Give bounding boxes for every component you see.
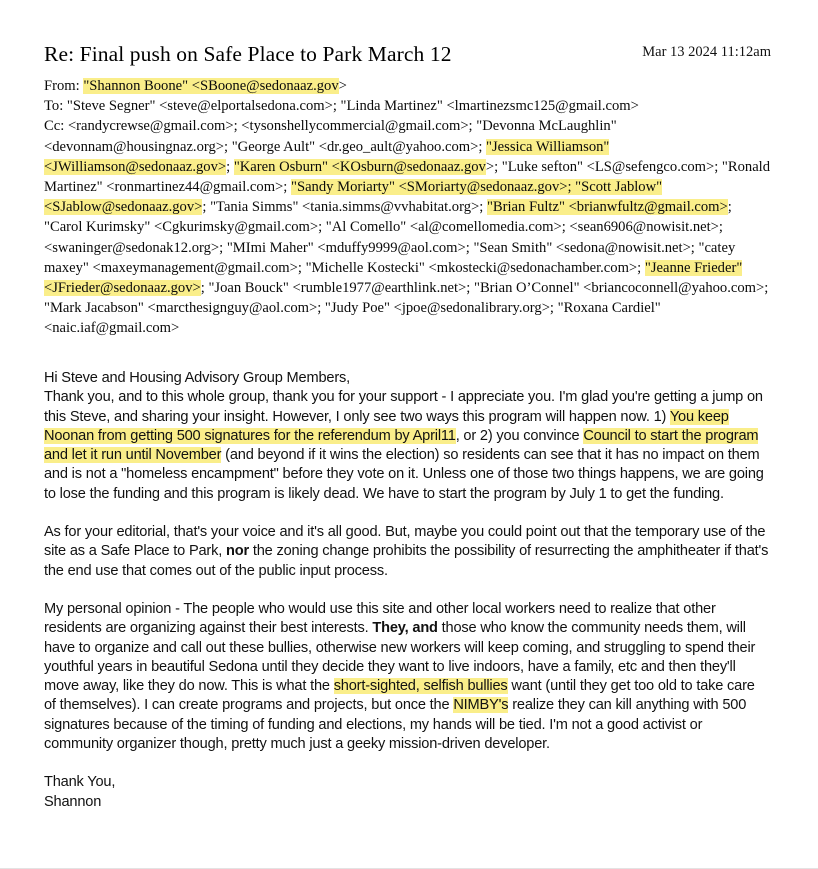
signature-closing: Thank You, (44, 774, 116, 791)
para-3: My personal opinion - The people who would use this site and other local workers need to realize that other residents are organizing against their best interests. They, and those who know the community needs them, will have to organize and call out these bullies, otherwise new workers will keep coming, and struggling to spend their youthful years in beautiful Sedona until they decide they want to live indoors, have a family, etc and then they'll move away, like they do now. This is what the short-sighted, selfish bullies want (until they get too old to take care of themselves). I can create programs and projects, but once the NIMBY's realize they can kill anything with 500 signatures because of the timing of funding and elections, my hands will be tied. I'm not a good activist or community organizer though, pretty much just a geeky mission-driven developer. (44, 600, 756, 753)
to-line (44, 96, 772, 116)
cc-highlight-3: "Karen Osburn" <KOsburn@sedonaaz.gov (233, 158, 486, 175)
address-block (44, 76, 772, 339)
cc-label: Cc: (44, 118, 65, 135)
para-1-highlight-3: Council to start the program and let it run until November (44, 427, 759, 464)
signature (44, 773, 770, 812)
body-paragraphs (44, 388, 770, 754)
email-subject: Re: Final push on Safe Place to Park March 12 (44, 42, 452, 66)
signature-name: Shannon (44, 793, 102, 810)
cc-highlight-9: "Jeanne Frieder" <JFrieder@sedonaaz.gov> (44, 259, 743, 297)
to-label: To: (44, 98, 64, 115)
para-3-highlight-5: NIMBY's (453, 697, 509, 714)
para-1-highlight-1: You keep Noonan from getting 500 signatures for the referendum by April11 (44, 408, 729, 444)
from-line (44, 76, 772, 96)
header-top-row (44, 41, 772, 67)
para-3-highlight-3: short-sighted, selfish bullies (333, 678, 508, 695)
para-2-bold-1: nor (225, 543, 249, 560)
email-header (44, 41, 772, 339)
email-timestamp: Mar 13 2024 11:12am (642, 44, 771, 60)
para-3-bold-1: They, and (372, 620, 438, 637)
body-greeting: Hi Steve and Housing Advisory Group Members, (44, 370, 350, 386)
email-body (44, 369, 770, 812)
cc-highlight-1: "Jessica Williamson" <JWilliamson@sedonaaz.gov> (44, 138, 610, 175)
cc-highlight-7: "Brian Fultz" <brianwfultz@gmail.com> (486, 199, 728, 216)
para-1: Thank you, and to this whole group, thank you for your support - I appreciate you. I'm glad you're getting a jump on this Steve, and sharing your insight. However, I only see two ways this program will happen now. 1) You keep Noonan from getting 500 signatures for the referendum by April11, or 2) you convince Council to start the program and let it run until November (and beyond if it wins the election) so residents can see that it has no impact on them and is not a "homeless encampment" before they vote on it. Unless one of those two things happens, we are going to lose the funding and this program is likely dead. We have to start the program by July 1 to get the funding. (44, 389, 764, 502)
from-value-tail: > (338, 78, 347, 94)
to-value: "Steve Segner" <steve@elportalsedona.com>; "Linda Martinez" <lmartinezsmc125@gmail.com> (66, 98, 639, 115)
cc-value: <randycrewse@gmail.com>; <tysonshellycommercial@gmail.com>; "Devonna McLaughlin" <devonnam@housingnaz.org>; "George Ault" <dr.geo_ault@yahoo.com>; "Jessica Williamson" <JWilliamson@sedonaaz.gov>; "Karen Osburn" <KOsburn@sedonaaz.gov>; "Luke sefton" <LS@sefengco.com>; "Ronald Martinez" <ronmartinez44@gmail.com>; "Sandy Moriarty" <SMoriarty@sedonaaz.gov>; "Scott Jablow" <SJablow@sedonaaz.gov>; "Tania Simms" <tania.simms@vvhabitat.org>; "Brian Fultz" <brianwfultz@gmail.com>; "Carol Kurimsky" <Cgkurimsky@gmail.com>; "Al Comello" <al@comellomedia.com>; <sean6906@nowisit.net>; <swaninger@sedonak12.org>; "MImi Maher" <mduffy9999@aol.com>; "Sean Smith" <sedona@nowisit.net>; "catey maxey" <maxeymanagement@gmail.com>; "Michelle Kostecki" <mkostecki@sedonachamber.com>; "Jeanne Frieder" <JFrieder@sedonaaz.gov>; "Joan Bouck" <rumble1977@earthlink.net>; "Brian O’Connel" <briancoconnell@yahoo.com>; "Mark Jacabson" <marcthesignguy@aol.com>; "Judy Poe" <jpoe@sedonalibrary.org>; "Roxana Cardiel" <naic.iaf@gmail.com> (44, 118, 771, 337)
para-2: As for your editorial, that's your voice and it's all good. But, maybe you could point out that the temporary use of the site as a Safe Place to Park, nor the zoning change prohibits the possibility of resurrecting the amphitheater if that's the end use that comes out of the public input process. (44, 524, 769, 579)
cc-highlight-5: "Sandy Moriarty" <SMoriarty@sedonaaz.gov>; "Scott Jablow" <SJablow@sedonaaz.gov> (44, 179, 663, 216)
cc-line (44, 116, 772, 338)
from-value: "Shannon Boone" <SBoone@sedonaaz.gov (83, 78, 339, 94)
from-label: From: (44, 78, 80, 94)
